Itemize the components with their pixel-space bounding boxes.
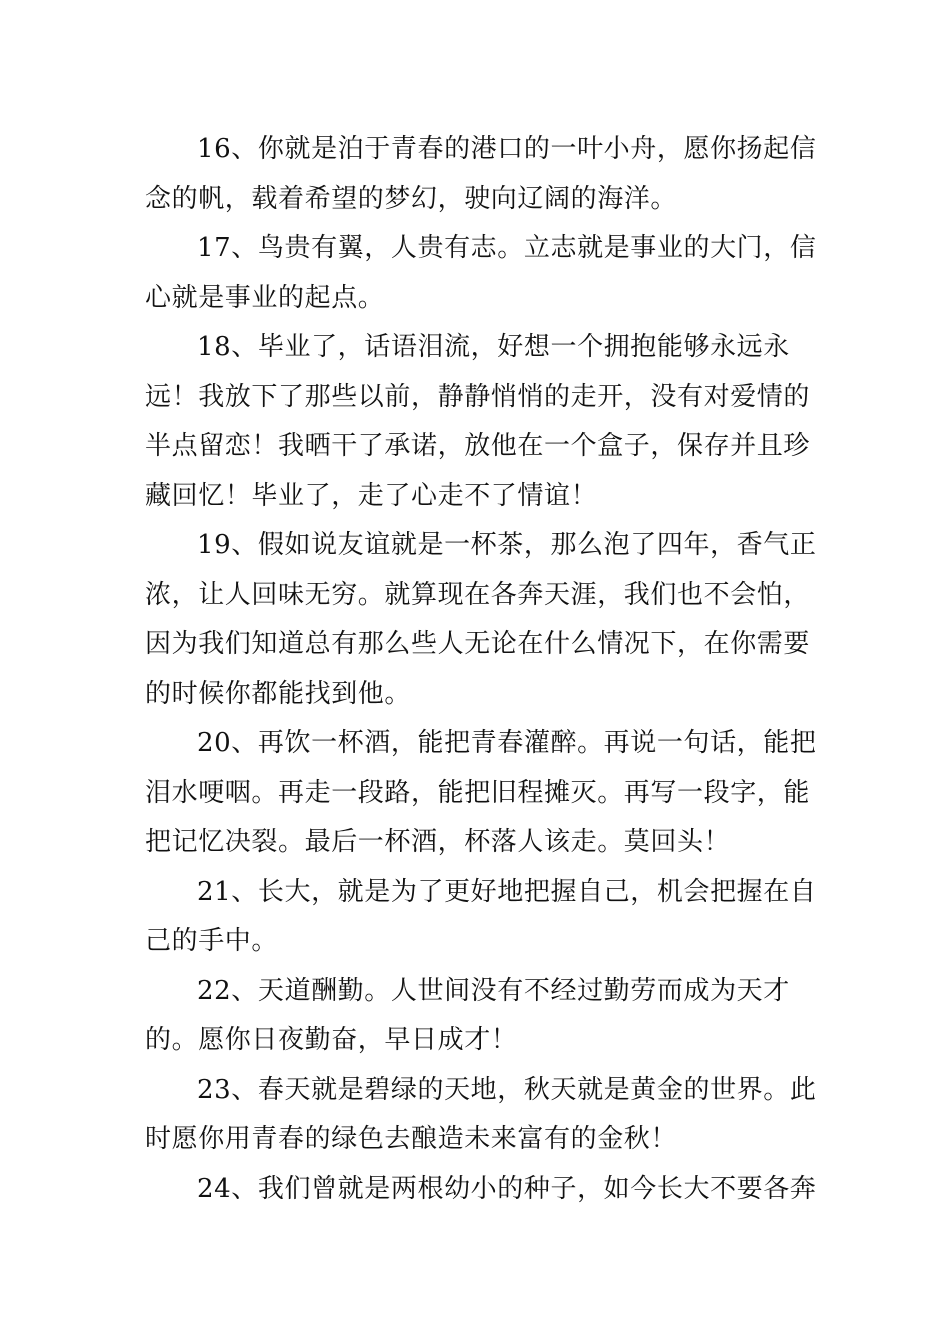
paragraph-16: 16、你就是泊于青春的港口的一叶小舟，愿你扬起信念的帆，载着希望的梦幻，驶向辽阔的海洋。	[145, 134, 817, 214]
paragraph-19: 19、假如说友谊就是一杯茶，那么泡了四年，香气正浓，让人回味无穷。就算现在各奔天涯，我们也不会怕，因为我们知道总有那么些人无论在什么情况下，在你需要的时候你都能找到他。	[145, 530, 817, 709]
paragraph-17: 17、鸟贵有翼，人贵有志。立志就是事业的大门，信心就是事业的起点。	[145, 233, 817, 313]
document-body	[145, 125, 835, 1214]
paragraph-24: 24、我们曾就是两根幼小的种子，如今长大不要各奔	[197, 1173, 817, 1204]
paragraph-18: 18、毕业了，话语泪流，好想一个拥抱能够永远永远！我放下了那些以前，静静悄悄的走开，没有对爱情的半点留恋！我晒干了承诺，放他在一个盒子，保存并且珍藏回忆！毕业了，走了心走不了情谊！	[145, 332, 811, 511]
paragraph-23: 23、春天就是碧绿的天地，秋天就是黄金的世界。此时愿你用青春的绿色去酿造未来富有的金秋！	[145, 1074, 817, 1154]
paragraph-21: 21、长大，就是为了更好地把握自己，机会把握在自己的手中。	[145, 876, 817, 956]
paragraph-20: 20、再饮一杯酒，能把青春灌醉。再说一句话，能把泪水哽咽。再走一段路，能把旧程摊灭。再写一段字，能把记忆决裂。最后一杯酒，杯落人该走。莫回头！	[145, 728, 817, 857]
paragraph-22: 22、天道酬勤。人世间没有不经过勤劳而成为天才的。愿你日夜勤奋，早日成才！	[145, 975, 790, 1055]
